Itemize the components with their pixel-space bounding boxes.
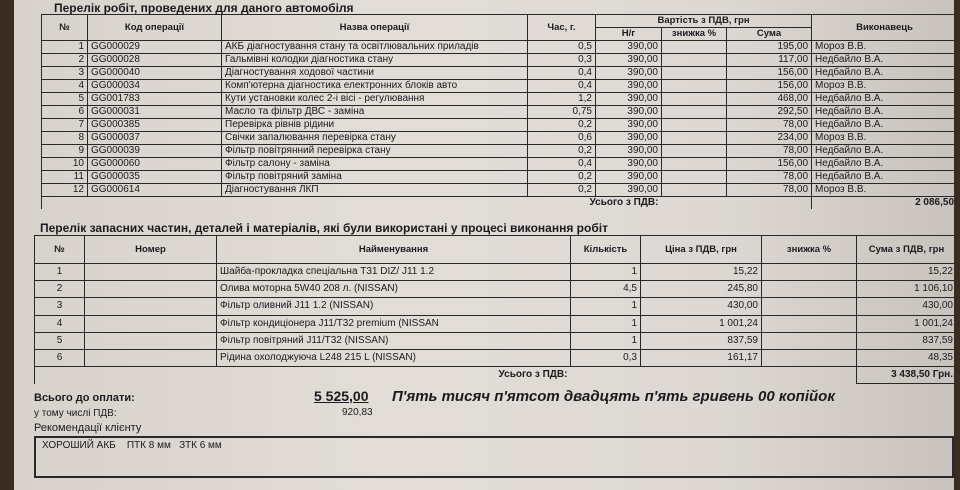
works-cell-norm-hour: 390,00	[596, 67, 662, 80]
works-cell-sum: 156,00	[727, 80, 812, 93]
parts-header-discount: знижка %	[762, 236, 857, 264]
works-cell-no: 10	[42, 158, 88, 171]
works-cell-discount	[662, 93, 727, 106]
parts-cell-no: 1	[35, 264, 85, 281]
works-cell-code: GG000614	[88, 184, 222, 197]
vat-value: 920,83	[342, 407, 373, 418]
works-cell-no: 6	[42, 106, 88, 119]
recommend-label: Рекомендації клієнту	[34, 422, 142, 434]
parts-header-number: Номер	[85, 236, 217, 264]
works-row	[42, 158, 955, 171]
parts-cell-sum: 15,22	[857, 264, 955, 281]
works-cell-hours: 1,2	[528, 93, 596, 106]
parts-cell-number	[85, 332, 217, 349]
works-cell-code: GG000031	[88, 106, 222, 119]
works-cell-norm-hour: 390,00	[596, 145, 662, 158]
works-cell-norm-hour: 390,00	[596, 54, 662, 67]
parts-header-sum: Сума з ПДВ, грн	[857, 236, 955, 264]
recommend-text: ХОРОШИЙ АКБ ПТК 8 мм ЗТК 6 мм	[42, 440, 222, 451]
works-cell-hours: 0,4	[528, 80, 596, 93]
works-cell-code: GG000029	[88, 41, 222, 54]
works-cell-sum: 78,00	[727, 145, 812, 158]
works-row	[42, 145, 955, 158]
works-cell-hours: 0,6	[528, 132, 596, 145]
works-cell-norm-hour: 390,00	[596, 41, 662, 54]
recommend-box	[34, 436, 954, 478]
works-cell-no: 9	[42, 145, 88, 158]
works-total-label: Усього з ПДВ:	[42, 197, 662, 210]
parts-title: Перелік запасних частин, деталей і матеріалів, які були використані у процесі виконання робіт	[40, 221, 608, 235]
parts-cell-discount	[762, 332, 857, 349]
works-row	[42, 119, 955, 132]
works-row	[42, 41, 955, 54]
works-title: Перелік робіт, проведених для даного автомобіля	[54, 1, 354, 15]
parts-row	[35, 349, 955, 366]
works-cell-sum: 156,00	[727, 67, 812, 80]
works-cell-norm-hour: 390,00	[596, 119, 662, 132]
due-in-words: П'ять тисяч п'ятсот двадцять п'ять гривень 00 копійок	[392, 388, 835, 405]
parts-cell-no: 5	[35, 332, 85, 349]
works-cell-code: GG000037	[88, 132, 222, 145]
works-cell-executor: Недбайло В.А.	[812, 158, 954, 171]
parts-cell-sum: 1 106,10	[857, 281, 955, 298]
parts-cell-discount	[762, 298, 857, 315]
works-cell-discount	[662, 171, 727, 184]
works-row	[42, 184, 955, 197]
works-cell-discount	[662, 132, 727, 145]
works-cell-norm-hour: 390,00	[596, 184, 662, 197]
parts-row	[35, 264, 955, 281]
parts-cell-price: 430,00	[641, 298, 762, 315]
works-cell-executor: Недбайло В.А.	[812, 119, 954, 132]
parts-cell-discount	[762, 349, 857, 366]
parts-cell-price: 1 001,24	[641, 315, 762, 332]
works-cell-code: GG000034	[88, 80, 222, 93]
parts-cell-number	[85, 315, 217, 332]
parts-cell-price: 837,59	[641, 332, 762, 349]
works-cell-norm-hour: 390,00	[596, 106, 662, 119]
works-header-cost-group: Вартість з ПДВ, грн	[596, 15, 812, 28]
works-header-hours: Час, г.	[528, 15, 596, 41]
parts-cell-number	[85, 298, 217, 315]
works-cell-code: GG000385	[88, 119, 222, 132]
works-cell-norm-hour: 390,00	[596, 132, 662, 145]
works-row	[42, 106, 955, 119]
parts-cell-qty: 1	[571, 315, 641, 332]
works-cell-executor: Мороз В.В.	[812, 80, 954, 93]
works-cell-discount	[662, 184, 727, 197]
due-label: Всього до оплати:	[34, 392, 135, 404]
works-cell-discount	[662, 145, 727, 158]
parts-cell-sum: 837,59	[857, 332, 955, 349]
works-cell-discount	[662, 67, 727, 80]
parts-cell-discount	[762, 264, 857, 281]
works-header-sum: Сума	[727, 28, 812, 41]
works-cell-no: 11	[42, 171, 88, 184]
works-header-no: №	[42, 15, 88, 41]
document-page	[14, 0, 954, 490]
works-cell-name: Комп'ютерна діагностика електронних блоків авто	[222, 80, 528, 93]
works-row	[42, 171, 955, 184]
parts-cell-qty: 1	[571, 264, 641, 281]
parts-total-label: Усього з ПДВ:	[35, 367, 571, 384]
works-cell-sum: 195,00	[727, 41, 812, 54]
works-row	[42, 67, 955, 80]
parts-cell-qty: 1	[571, 298, 641, 315]
works-cell-discount	[662, 54, 727, 67]
works-cell-code: GG000035	[88, 171, 222, 184]
works-row	[42, 132, 955, 145]
due-value: 5 525,00	[314, 388, 369, 404]
works-cell-hours: 0,4	[528, 158, 596, 171]
works-cell-name: Фільтр повітрянний перевірка стану	[222, 145, 528, 158]
works-cell-discount	[662, 106, 727, 119]
parts-cell-number	[85, 264, 217, 281]
parts-cell-name: Олива моторна 5W40 208 л. (NISSAN)	[217, 281, 571, 298]
works-cell-no: 2	[42, 54, 88, 67]
parts-header-name: Найменування	[217, 236, 571, 264]
works-cell-sum: 468,00	[727, 93, 812, 106]
works-table	[41, 14, 954, 209]
parts-cell-discount	[762, 315, 857, 332]
parts-cell-sum: 48,35	[857, 349, 955, 366]
works-cell-no: 5	[42, 93, 88, 106]
parts-header-qty: Кількість	[571, 236, 641, 264]
works-cell-name: Фільтр повітряний заміна	[222, 171, 528, 184]
works-cell-name: Масло та фільтр ДВС - заміна	[222, 106, 528, 119]
works-cell-no: 1	[42, 41, 88, 54]
works-header-norm-hour: Н/г	[596, 28, 662, 41]
works-cell-hours: 0,2	[528, 119, 596, 132]
works-cell-executor: Недбайло В.А.	[812, 54, 954, 67]
works-cell-discount	[662, 158, 727, 171]
works-cell-sum: 117,00	[727, 54, 812, 67]
parts-cell-number	[85, 349, 217, 366]
works-cell-code: GG000028	[88, 54, 222, 67]
works-header-name: Назва операції	[222, 15, 528, 41]
works-cell-sum: 156,00	[727, 158, 812, 171]
works-cell-discount	[662, 41, 727, 54]
works-cell-sum: 234,00	[727, 132, 812, 145]
works-cell-sum: 78,00	[727, 184, 812, 197]
parts-cell-name: Рідина охолоджуюча L248 215 L (NISSAN)	[217, 349, 571, 366]
parts-cell-name: Шайба-прокладка спеціальна T31 DIZ/ J11 1.2	[217, 264, 571, 281]
works-cell-norm-hour: 390,00	[596, 171, 662, 184]
works-cell-no: 7	[42, 119, 88, 132]
works-cell-executor: Недбайло В.А.	[812, 67, 954, 80]
parts-total-value: 3 438,50	[891, 369, 930, 381]
works-cell-no: 12	[42, 184, 88, 197]
parts-header-price: Ціна з ПДВ, грн	[641, 236, 762, 264]
works-cell-executor: Мороз В.В.	[812, 41, 954, 54]
parts-cell-no: 4	[35, 315, 85, 332]
works-cell-no: 3	[42, 67, 88, 80]
works-cell-hours: 0,75	[528, 106, 596, 119]
works-cell-name: Діагностування ЛКП	[222, 184, 528, 197]
works-cell-discount	[662, 80, 727, 93]
parts-cell-qty: 1	[571, 332, 641, 349]
parts-header-no: №	[35, 236, 85, 264]
works-cell-name: Перевірка рівнів рідини	[222, 119, 528, 132]
works-cell-name: АКБ діагностування стану та освітлювальних приладів	[222, 41, 528, 54]
parts-cell-no: 6	[35, 349, 85, 366]
parts-cell-price: 161,17	[641, 349, 762, 366]
works-cell-hours: 0,4	[528, 67, 596, 80]
works-cell-hours: 0,2	[528, 171, 596, 184]
works-row	[42, 54, 955, 67]
vat-label: у тому числі ПДВ:	[34, 408, 117, 419]
parts-cell-name: Фільтр оливний J11 1.2 (NISSAN)	[217, 298, 571, 315]
parts-table	[34, 235, 954, 384]
parts-row	[35, 298, 955, 315]
works-cell-hours: 0,5	[528, 41, 596, 54]
works-cell-discount	[662, 119, 727, 132]
works-cell-name: Діагностування ходової частини	[222, 67, 528, 80]
works-cell-executor: Мороз В.В.	[812, 184, 954, 197]
works-cell-name: Кути установки колес 2-і вісі - регулювання	[222, 93, 528, 106]
works-cell-name: Фільтр салону - заміна	[222, 158, 528, 171]
works-cell-sum: 292,50	[727, 106, 812, 119]
works-cell-hours: 0,2	[528, 145, 596, 158]
works-cell-code: GG000039	[88, 145, 222, 158]
works-cell-executor: Недбайло В.А.	[812, 106, 954, 119]
works-cell-code: GG000040	[88, 67, 222, 80]
parts-cell-price: 245,80	[641, 281, 762, 298]
works-cell-name: Свічки запалювання перевірка стану	[222, 132, 528, 145]
works-cell-code: GG001783	[88, 93, 222, 106]
parts-cell-name: Фільтр кондиціонера J11/T32 premium (NISSAN	[217, 315, 571, 332]
parts-cell-discount	[762, 281, 857, 298]
works-cell-sum: 78,00	[727, 119, 812, 132]
works-cell-name: Гальмівні колодки діагностика стану	[222, 54, 528, 67]
works-row	[42, 80, 955, 93]
works-cell-executor: Недбайло В.А.	[812, 93, 954, 106]
parts-row	[35, 332, 955, 349]
works-cell-executor: Мороз В.В.	[812, 132, 954, 145]
parts-row	[35, 315, 955, 332]
works-cell-code: GG000060	[88, 158, 222, 171]
works-cell-norm-hour: 390,00	[596, 158, 662, 171]
parts-row	[35, 281, 955, 298]
works-header-code: Код операції	[88, 15, 222, 41]
works-cell-no: 4	[42, 80, 88, 93]
works-header-discount: знижка %	[662, 28, 727, 41]
works-cell-norm-hour: 390,00	[596, 93, 662, 106]
works-row	[42, 93, 955, 106]
parts-cell-price: 15,22	[641, 264, 762, 281]
works-cell-norm-hour: 390,00	[596, 80, 662, 93]
parts-cell-qty: 0,3	[571, 349, 641, 366]
parts-cell-qty: 4,5	[571, 281, 641, 298]
parts-cell-sum: 430,00	[857, 298, 955, 315]
works-cell-executor: Недбайло В.А.	[812, 145, 954, 158]
works-cell-executor: Недбайло В.А.	[812, 171, 954, 184]
works-header-executor: Виконавець	[812, 15, 954, 41]
works-cell-no: 8	[42, 132, 88, 145]
works-cell-hours: 0,2	[528, 184, 596, 197]
parts-cell-no: 2	[35, 281, 85, 298]
parts-cell-sum: 1 001,24	[857, 315, 955, 332]
parts-cell-no: 3	[35, 298, 85, 315]
works-cell-hours: 0,3	[528, 54, 596, 67]
parts-cell-number	[85, 281, 217, 298]
parts-cell-name: Фільтр повітряний J11/T32 (NISSAN)	[217, 332, 571, 349]
works-cell-sum: 78,00	[727, 171, 812, 184]
parts-total-currency: Грн.	[932, 369, 953, 381]
works-total-value: 2 086,50	[812, 197, 954, 210]
